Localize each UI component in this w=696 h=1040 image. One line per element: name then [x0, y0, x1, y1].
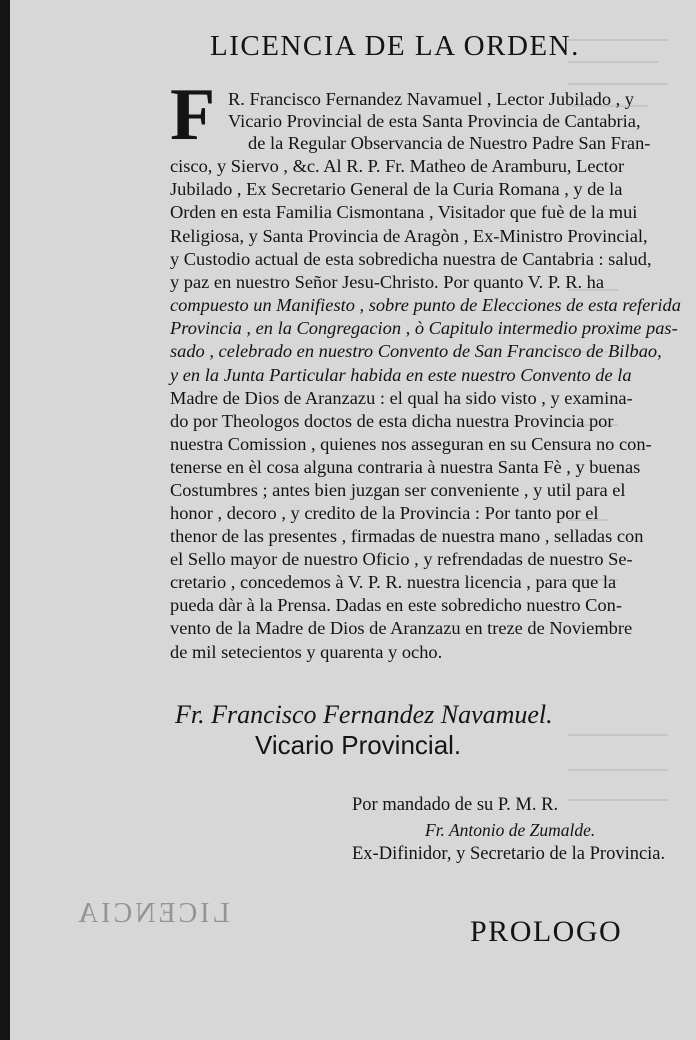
body-line: Costumbres ; antes bien juzgan ser conveniente , y util para el [170, 480, 626, 500]
body-line: R. Francisco Fernandez Navamuel , Lector Jubilado , y [228, 89, 635, 109]
body-line: Orden en esta Familia Cismontana , Visitador que fuè de la mui [170, 202, 638, 222]
body-line: de la Regular Observancia de Nuestro Padre San Fran- [248, 133, 651, 153]
body-line: y paz en nuestro Señor Jesu-Christo. Por quanto V. P. R. ha [170, 272, 605, 292]
body-line: de mil setecientos y quarenta y ocho. [170, 642, 443, 662]
show-through-heading: LICENCIA [75, 898, 230, 929]
body-line: pueda dàr à la Prensa. Dadas en este sobredicho nuestro Con- [170, 595, 622, 615]
signatory-title: Vicario Provincial. [255, 730, 462, 760]
drop-cap-initial: F [170, 74, 216, 156]
body-line: honor , decoro , y credito de la Provincia : Por tanto por el [170, 503, 599, 523]
body-line: cretario , concedemos à V. P. R. nuestra licencia , para que la [170, 572, 617, 592]
body-line: vento de la Madre de Dios de Aranzazu en treze de Noviembre [170, 618, 633, 638]
body-line: cisco, y Siervo , &c. Al R. P. Fr. Matheo de Aramburu, Lector [170, 156, 625, 176]
body-line: thenor de las presentes , firmadas de nuestra mano , selladas con [170, 526, 644, 546]
body-line: Religiosa, y Santa Provincia de Aragòn , Ex-Ministro Provincial, [170, 226, 648, 246]
by-order-line: Por mandado de su P. M. R. [352, 795, 559, 815]
body-line: y Custodio actual de esta sobredicha nuestra de Cantabria : salud, [170, 249, 652, 269]
body-line: y en la Junta Particular habida en este nuestro Convento de la [170, 365, 632, 385]
body-line: Vicario Provincial de esta Santa Provincia de Cantabria, [228, 111, 641, 131]
body-line: compuesto un Manifiesto , sobre punto de Elecciones de esta referida [170, 295, 681, 315]
page-heading: LICENCIA DE LA ORDEN. [210, 30, 580, 62]
signatory-name: Fr. Francisco Fernandez Navamuel. [175, 700, 553, 729]
page-gutter-shadow [0, 0, 10, 1040]
body-line: tenerse en èl cosa alguna contraria à nuestra Santa Fè , y buenas [170, 457, 641, 477]
catchword: PROLOGO [470, 915, 623, 948]
body-line: Jubilado , Ex Secretario General de la Curia Romana , y de la [170, 179, 623, 199]
secretary-name: Fr. Antonio de Zumalde. [425, 820, 596, 840]
secretary-office: Ex-Difinidor, y Secretario de la Provincia. [352, 844, 666, 864]
body-line: do por Theologos doctos de esta dicha nuestra Provincia por [170, 411, 614, 431]
body-line: nuestra Comission , quienes nos asseguran en su Censura no con- [170, 434, 652, 454]
body-line: sado , celebrado en nuestro Convento de San Francisco de Bilbao, [170, 341, 662, 361]
body-line: el Sello mayor de nuestro Oficio , y refrendadas de nuestro Se- [170, 549, 633, 569]
body-line: Madre de Dios de Aranzazu : el qual ha sido visto , y examina- [170, 388, 633, 408]
body-line: Provincia , en la Congregacion , ò Capitulo intermedio proxime pas- [170, 318, 678, 338]
